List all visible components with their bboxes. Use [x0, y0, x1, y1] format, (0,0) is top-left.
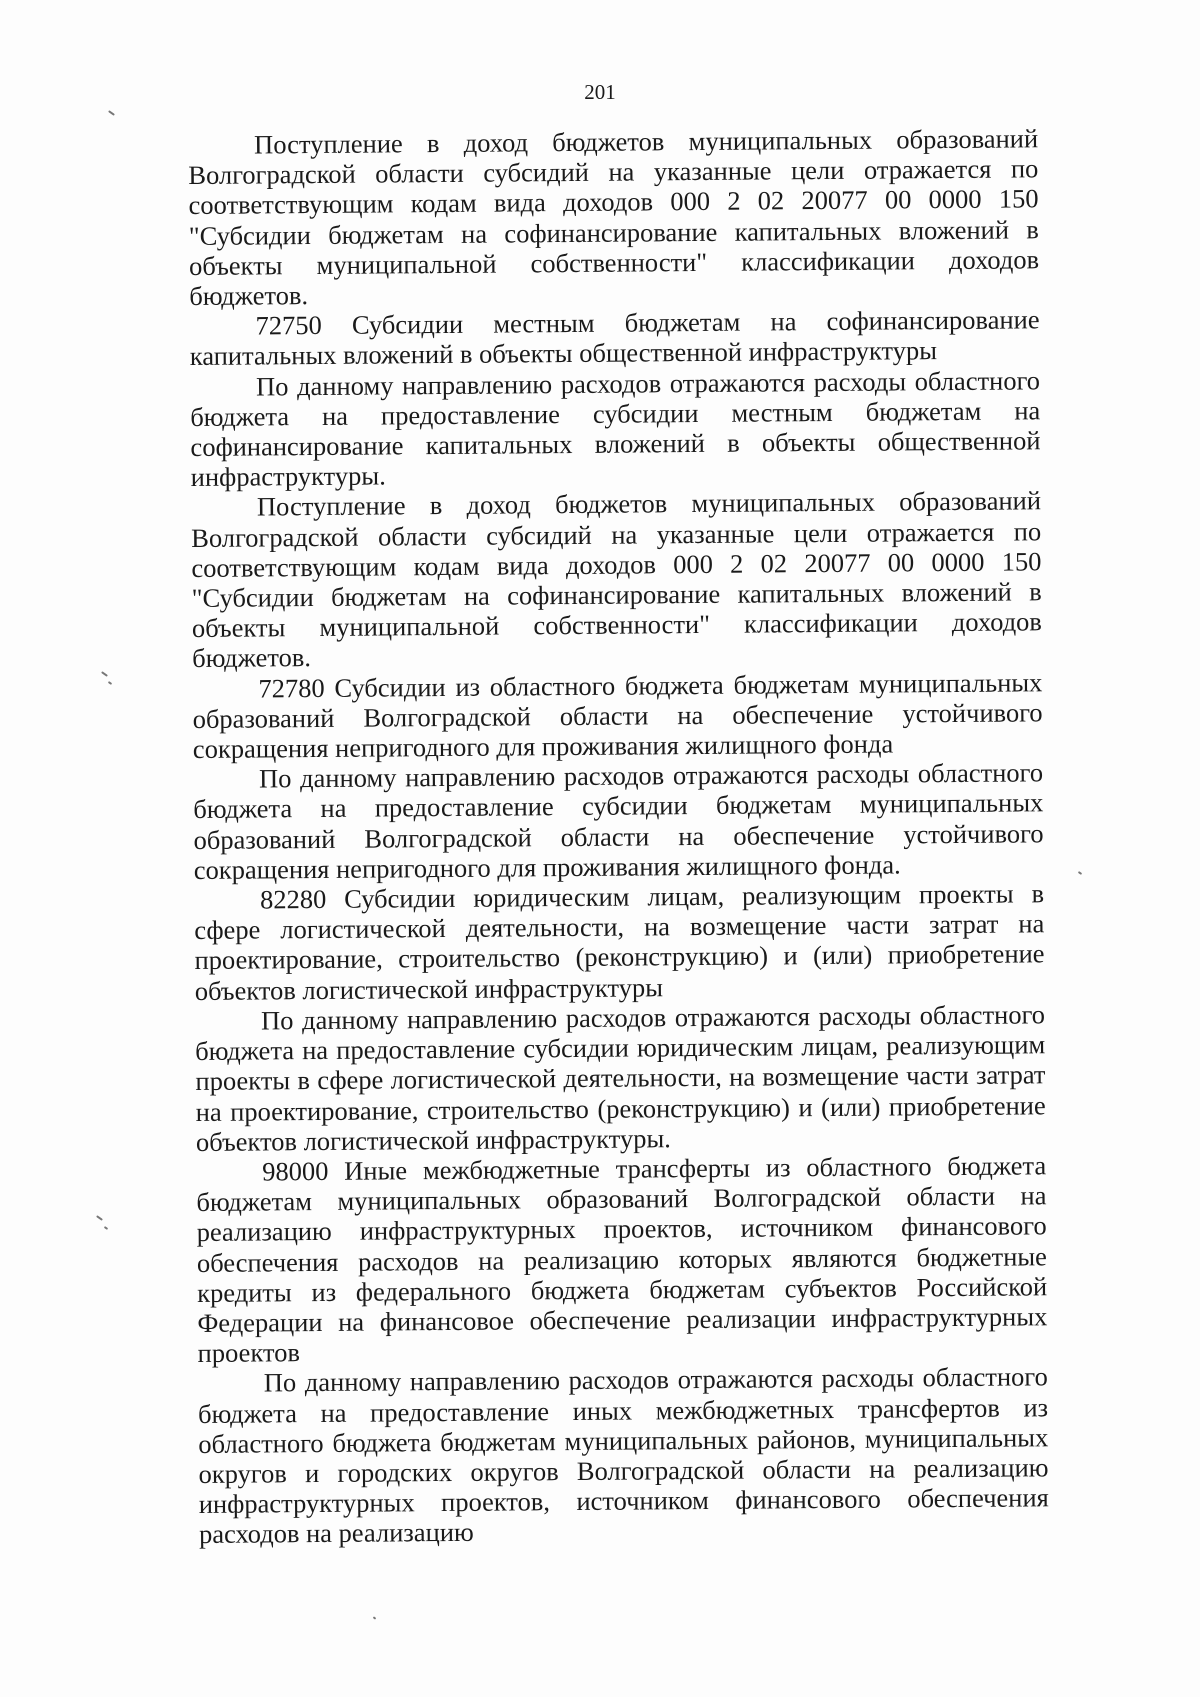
- scan-artifact-mark: [373, 1616, 377, 1619]
- heading-82280: 82280 Субсидии юридическим лицам, реализующим проекты в сфере логистической деятельности, на возмещение части затрат на проектирование, строительство (реконструкцию) и (или) приобретение объектов логистической инфраструктуры: [194, 878, 1045, 1006]
- scan-artifact-mark: [108, 110, 115, 116]
- paragraph-revenue-subsidies: Поступление в доход бюджетов муниципальных образований Волгоградской области субсидий на указанные цели отражается по соответствующим кодам вида доходов 000 2 02 20077 00 0000 150 "Субсидии бюджетам на софинансирование капитальных вложений в объекты муниципальной собственности" классификации доходов бюджетов.: [188, 123, 1040, 312]
- paragraph-72780-description: По данному направлению расходов отражаются расходы областного бюджета на предоставление субсидии бюджетам муниципальных образований Волгоградской области на обеспечение устойчивого сокращения непригодного для проживания жилищного фонда.: [193, 757, 1044, 885]
- paragraph-72750-description: По данному направлению расходов отражаются расходы областного бюджета на предоставление субсидии местным бюджетам на софинансирование капитальных вложений в объекты общественной инфраструктуры.: [190, 364, 1041, 493]
- scan-artifact-mark: [1078, 871, 1082, 875]
- heading-98000: 98000 Иные межбюджетные трансферты из областного бюджета бюджетам муниципальных образований Волгоградской области на реализацию инфраструктурных проектов, источником финансового обеспечения расходов на реализацию которых являются бюджетные кредиты из федерального бюджета бюджетам субъектов Российской Федерации на финансовое обеспечение реализации инфраструктурных проектов: [196, 1150, 1048, 1369]
- paragraph-revenue-subsidies-repeat: Поступление в доход бюджетов муниципальных образований Волгоградской области субсидий на указанные цели отражается по соответствующим кодам вида доходов 000 2 02 20077 00 0000 150 "Субсидии бюджетам на софинансирование капитальных вложений в объекты муниципальной собственности" классификации доходов бюджетов.: [191, 485, 1043, 674]
- heading-72780: 72780 Субсидии из областного бюджета бюджетам муниципальных образований Волгоградской области на обеспечение устойчивого сокращения непригодного для проживания жилищного фонда: [192, 666, 1043, 765]
- scan-artifact-mark: [104, 1226, 108, 1230]
- paragraph-98000-description: По данному направлению расходов отражаются расходы областного бюджета на предоставление иных межбюджетных трансфертов из областного бюджета бюджетам муниципальных районов, муниципальных округов и городских округов Волгоградской области на реализацию инфраструктурных проектов, источником финансового обеспечения расходов на реализацию: [197, 1361, 1049, 1550]
- page-number: 201: [584, 80, 616, 104]
- scan-artifact-mark: [108, 681, 112, 685]
- paragraph-82280-description: По данному направлению расходов отражаются расходы областного бюджета на предоставление субсидии юридическим лицам, реализующим проекты в сфере логистической деятельности, на возмещение части затрат на проектирование, строительство (реконструкцию) и (или) приобретение объектов логистической инфраструктуры.: [195, 999, 1046, 1157]
- heading-72750: 72750 Субсидии местным бюджетам на софинансирование капитальных вложений в объекты общественной инфраструктуры: [189, 304, 1040, 372]
- scan-artifact-mark: [101, 671, 108, 677]
- scan-artifact-mark: [96, 1215, 103, 1221]
- document-body: [188, 123, 1049, 1549]
